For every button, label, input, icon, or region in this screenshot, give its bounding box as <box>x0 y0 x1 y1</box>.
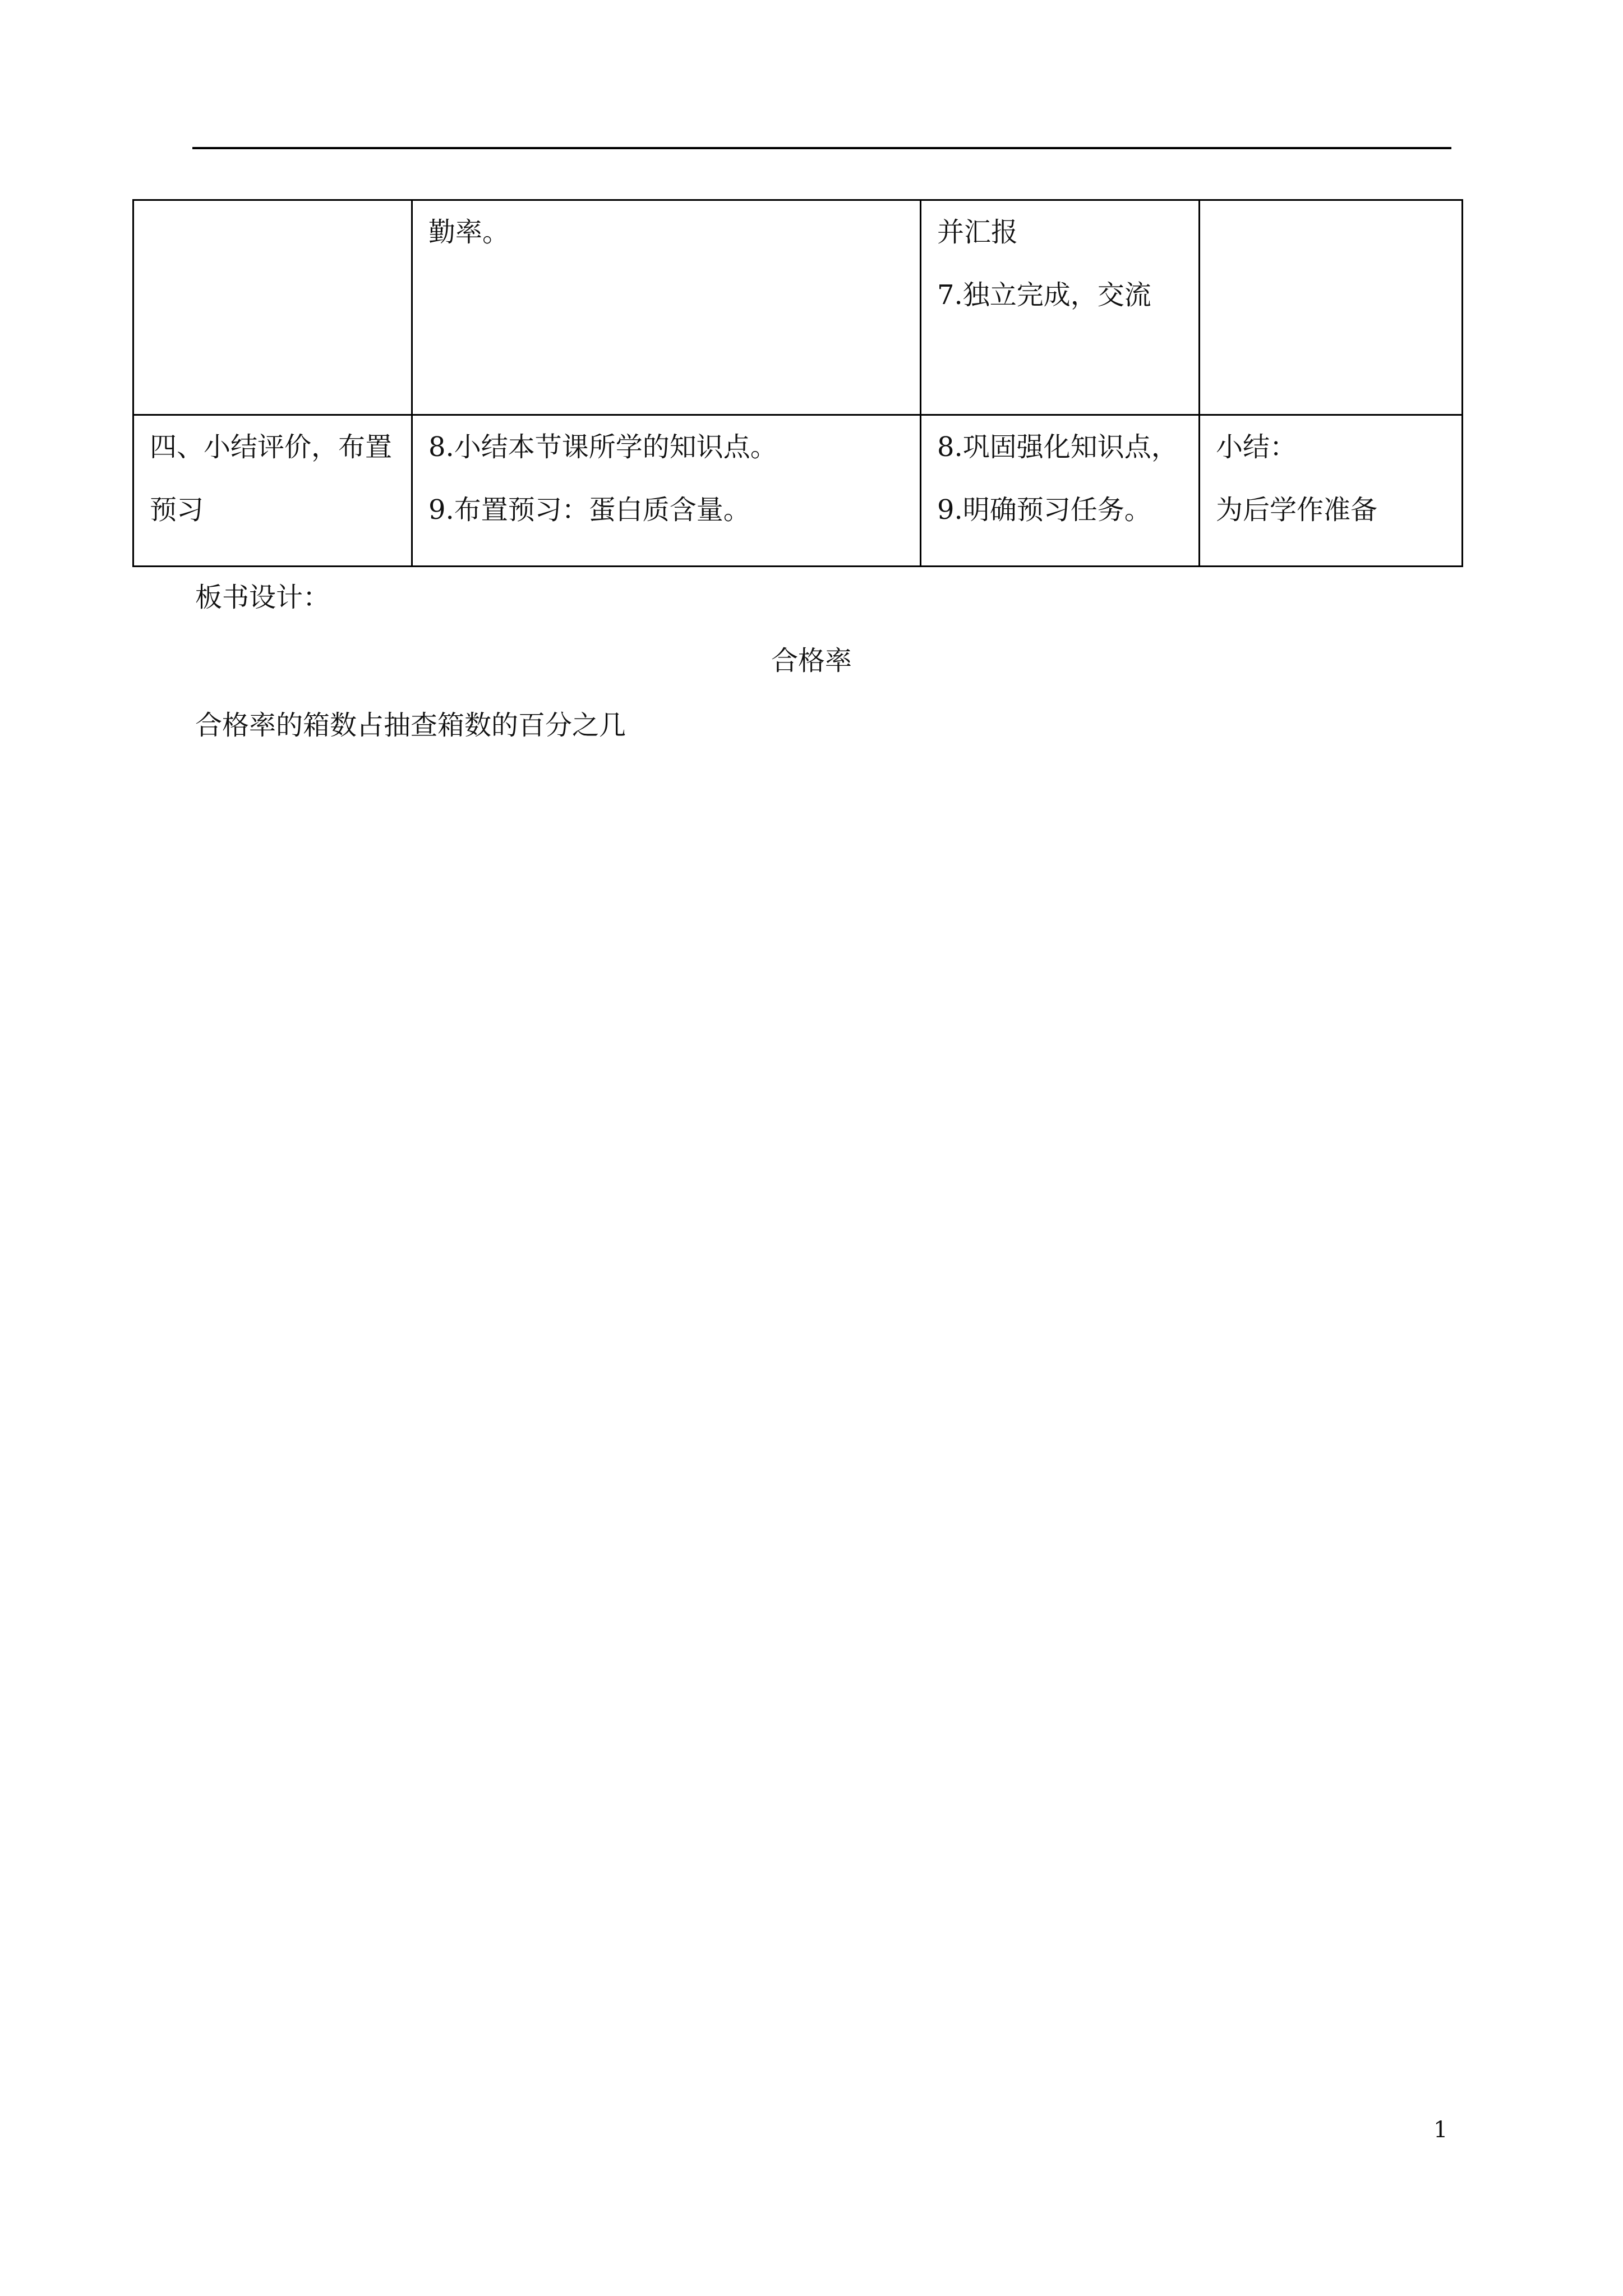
lesson-plan-table <box>132 199 1463 567</box>
header-rule <box>192 147 1451 149</box>
cell-line: 8.巩固强化知识点， <box>937 431 1178 463</box>
student-activity-cell <box>921 200 1200 415</box>
stage-cell <box>133 415 412 567</box>
page-number: 1 <box>1433 2117 1448 2143</box>
stage-cell <box>133 200 412 415</box>
cell-line: 四、小结评价，布置 <box>150 431 393 463</box>
design-intent-cell <box>1200 200 1463 415</box>
teacher-activity-cell <box>412 200 921 415</box>
cell-line: 9.明确预习任务。 <box>937 494 1151 526</box>
cell-line: 预习 <box>150 494 204 526</box>
cell-line: 勤率。 <box>428 217 510 248</box>
cell-line: 为后学作准备 <box>1216 494 1378 526</box>
student-activity-cell <box>921 415 1200 567</box>
cell-line: 小结： <box>1216 431 1297 463</box>
cell-line: 并汇报 <box>937 217 1018 248</box>
teacher-activity-cell <box>412 415 921 567</box>
design-intent-cell <box>1200 415 1463 567</box>
board-design-title: 合格率 <box>771 645 852 677</box>
board-design-text: 合格率的箱数占抽查箱数的百分之几 <box>195 710 626 741</box>
table-row <box>133 415 1463 567</box>
board-design-label: 板书设计： <box>195 582 330 613</box>
cell-line: 8.小结本节课所学的知识点。 <box>428 431 777 463</box>
cell-line: 7.独立完成，交流 <box>937 279 1151 311</box>
table-row <box>133 200 1463 415</box>
cell-line: 9.布置预习：蛋白质含量。 <box>428 494 750 526</box>
